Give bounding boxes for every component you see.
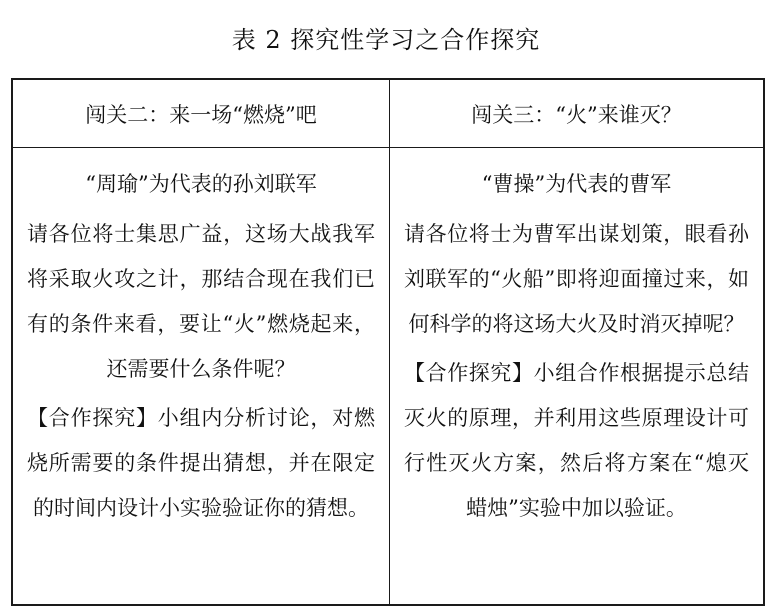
faction-subtitle: “曹操”为代表的曹军 (481, 172, 672, 196)
header-cell-stage-two: 闯关二：来一场“燃烧”吧 (85, 102, 317, 127)
activity-paragraph: 【合作探究】小组内分析讨论，对燃烧所需要的条件提出猜想，并在限定的时间内设计小实验验证你的猜想。 (27, 406, 375, 520)
faction-subtitle: “周瑜”为代表的孙刘联军 (85, 172, 317, 196)
inquiry-table (11, 78, 765, 606)
header-cell-stage-three: 闯关三：“火”来谁灭？ (471, 102, 682, 127)
body-cell-stage-two (13, 148, 389, 535)
body-cell-stage-three (390, 148, 763, 535)
task-paragraph: 请各位将士为曹军出谋划策，眼看孙刘联军的“火船”即将迎面撞过来，如何科学的将这场大火及时消灭掉呢？ (404, 222, 749, 336)
task-paragraph: 请各位将士集思广益，这场大战我军将采取火攻之计，那结合现在我们已有的条件来看，要让“火”燃烧起来，还需要什么条件呢？ (27, 222, 375, 381)
table-caption: 表 2 探究性学习之合作探究 (231, 26, 541, 54)
activity-paragraph: 【合作探究】小组合作根据提示总结灭火的原理，并利用这些原理设计可行性灭火方案，然后将方案在“熄灭蜡烛”实验中加以验证。 (404, 361, 749, 520)
